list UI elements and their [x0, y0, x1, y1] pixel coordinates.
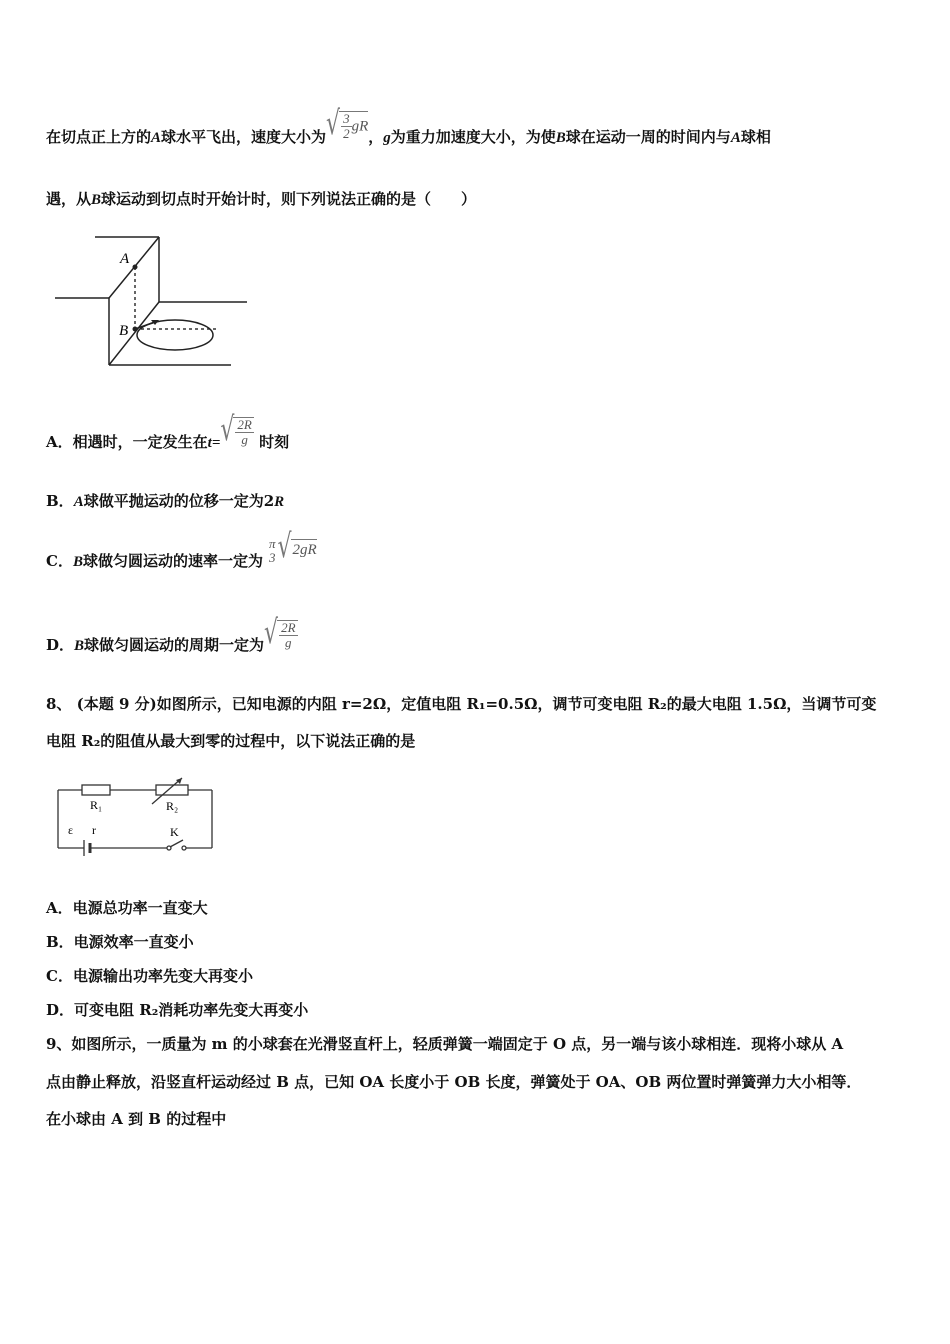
q9-stem-line2: 点由静止释放，沿竖直杆运动经过 B 点，已知 OA 长度小于 OB 长度，弹簧处于 OA、OB 两位置时弹簧弹力大小相等．	[46, 1073, 862, 1091]
q7-figure	[55, 232, 255, 372]
q7-option-d[interactable]: D．B球做匀圆运动的周期一定为√ $\frac{2R}{g}$	[46, 614, 296, 654]
q7-option-b[interactable]: B．A球做平抛运动的位移一定为2R	[46, 492, 285, 510]
q7-stem-line1: 在切点正上方的A球水平飞出，速度大小为√ $\frac{3}{2}$ gR，g为重力加速度大小，为使B球在运动一周的时间内与A球相	[46, 105, 771, 146]
q8-option-a[interactable]: A．电源总功率一直变大	[46, 899, 208, 917]
q8-circuit	[52, 776, 222, 858]
q8-option-c[interactable]: C．电源输出功率先变大再变小	[46, 967, 253, 985]
q8-stem-line2: 电阻 R₂的阻值从最大到零的过程中，以下说法正确的是	[46, 732, 416, 750]
label-b: B	[119, 323, 129, 339]
ball-a	[133, 265, 138, 270]
q8-stem-line1: 8、 (本题 9 分)如图所示，已知电源的内阻 r=2Ω，定值电阻 R₁=0.5Ω，调节可变电阻 R₂的最大电阻 1.5Ω，当调节可变	[46, 695, 877, 713]
svg-text:R₂: R₂	[166, 799, 179, 813]
svg-text:K: K	[170, 825, 179, 839]
speed-formula: √ $\frac{3}{2}$ gR	[326, 105, 369, 143]
resistor-r1	[82, 785, 110, 795]
q7-option-a[interactable]: A．相遇时，一定发生在t=√ $\frac{2R}{g}$ 时刻	[46, 411, 290, 451]
q8-option-d[interactable]: D．可变电阻 R₂消耗功率先变大再变小	[46, 1001, 309, 1019]
q8-option-b[interactable]: B．电源效率一直变小	[46, 933, 194, 951]
q7-option-c[interactable]: C．B球做匀圆运动的速率一定为 π 3 √2gR	[46, 528, 317, 570]
svg-text:r: r	[92, 823, 96, 837]
ball-b	[133, 327, 138, 332]
svg-text:R₁: R₁	[90, 798, 103, 812]
label-a: A	[120, 251, 130, 267]
q9-stem-line3: 在小球由 A 到 B 的过程中	[46, 1110, 227, 1128]
svg-text:ε: ε	[68, 823, 74, 837]
q7-stem-line2: 遇，从B球运动到切点时开始计时，则下列说法正确的是（ ）	[46, 190, 477, 208]
q9-stem-line1: 9、如图所示，一质量为 m 的小球套在光滑竖直杆上，轻质弹簧一端固定于 O 点，另一端与该小球相连．现将小球从 A	[46, 1035, 844, 1053]
